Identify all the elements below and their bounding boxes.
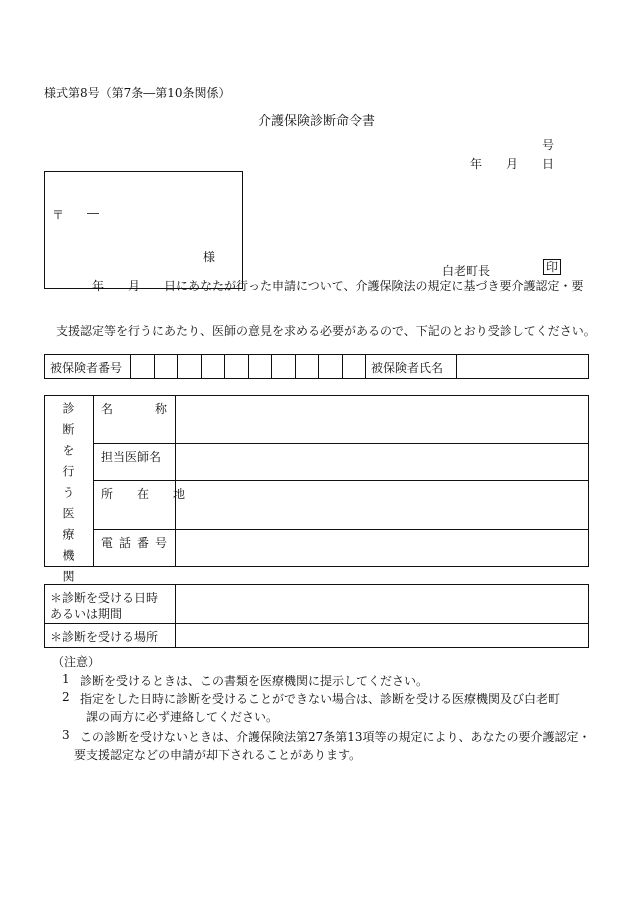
insured-name-label: 被保険者氏名: [371, 361, 444, 375]
issue-number-label: 号: [542, 138, 555, 152]
address-box: [44, 171, 243, 289]
insured-name-field[interactable]: [457, 355, 588, 378]
exam-datetime-label-1: ＊診断を受ける日時: [50, 591, 159, 605]
body-line-2: 支援認定等を行うにあたり、医師の意見を求める必要があるので、下記のとおり受診してください。: [56, 324, 596, 338]
postal-dash: ―: [87, 206, 99, 220]
postal-mark: 〒: [52, 208, 65, 222]
clinic-name-label: 名 称: [101, 402, 174, 416]
note-2-text: 指定をした日時に診断を受けることができない場合は、診断を受ける医療機関及び白老町: [80, 692, 561, 706]
date-day-label: 日: [542, 157, 555, 171]
clinic-section-label: 診断を行う医療機関: [61, 402, 75, 591]
document-title: 介護保険診断命令書: [258, 114, 376, 129]
note-1-number: 1: [62, 672, 70, 686]
insured-number-cells[interactable]: [131, 355, 365, 378]
date-year-label: 年: [470, 157, 483, 171]
clinic-name-field[interactable]: [176, 396, 588, 442]
exam-datetime-field[interactable]: [176, 585, 588, 622]
form-number: 様式第8号（第7条―第10条関係）: [44, 86, 231, 100]
clinic-phone-field[interactable]: [176, 530, 588, 566]
date-month-label: 月: [506, 157, 519, 171]
body-month: 月: [128, 279, 141, 293]
honorific: 様: [203, 250, 216, 264]
note-3-text: この診断を受けないときは、介護保険法第27条第13項等の規定により、あなたの要介護認定・: [80, 730, 591, 744]
insured-number-label: 被保険者番号: [50, 361, 123, 375]
note-1-text: 診断を受けるときは、この書類を医療機関に提示してください。: [80, 674, 429, 688]
clinic-phone-label: 電話番号: [101, 536, 174, 550]
note-2-text-cont: 課の両方に必ず連絡してください。: [86, 710, 279, 724]
doctor-name-label: 担当医師名: [101, 450, 162, 464]
exam-datetime-label-2: あるいは期間: [50, 607, 123, 621]
issuer-name: 白老町長: [442, 264, 491, 278]
note-3-number: 3: [62, 728, 70, 742]
clinic-address-field[interactable]: [176, 481, 588, 528]
body-year: 年: [92, 279, 105, 293]
clinic-address-label: 所 在 地: [101, 487, 192, 501]
seal-mark: 印: [543, 259, 561, 275]
exam-place-label: ＊診断を受ける場所: [50, 630, 159, 644]
exam-place-field[interactable]: [176, 624, 588, 647]
notes-heading: （注意）: [52, 655, 101, 669]
note-3-text-cont: 要支援認定などの申請が却下されることがあります。: [74, 748, 362, 762]
body-line1-rest: 日にあなたが行った申請について、介護保険法の規定に基づき要介護認定・要: [164, 279, 584, 293]
doctor-name-field[interactable]: [176, 444, 588, 479]
note-2-number: 2: [62, 690, 70, 704]
